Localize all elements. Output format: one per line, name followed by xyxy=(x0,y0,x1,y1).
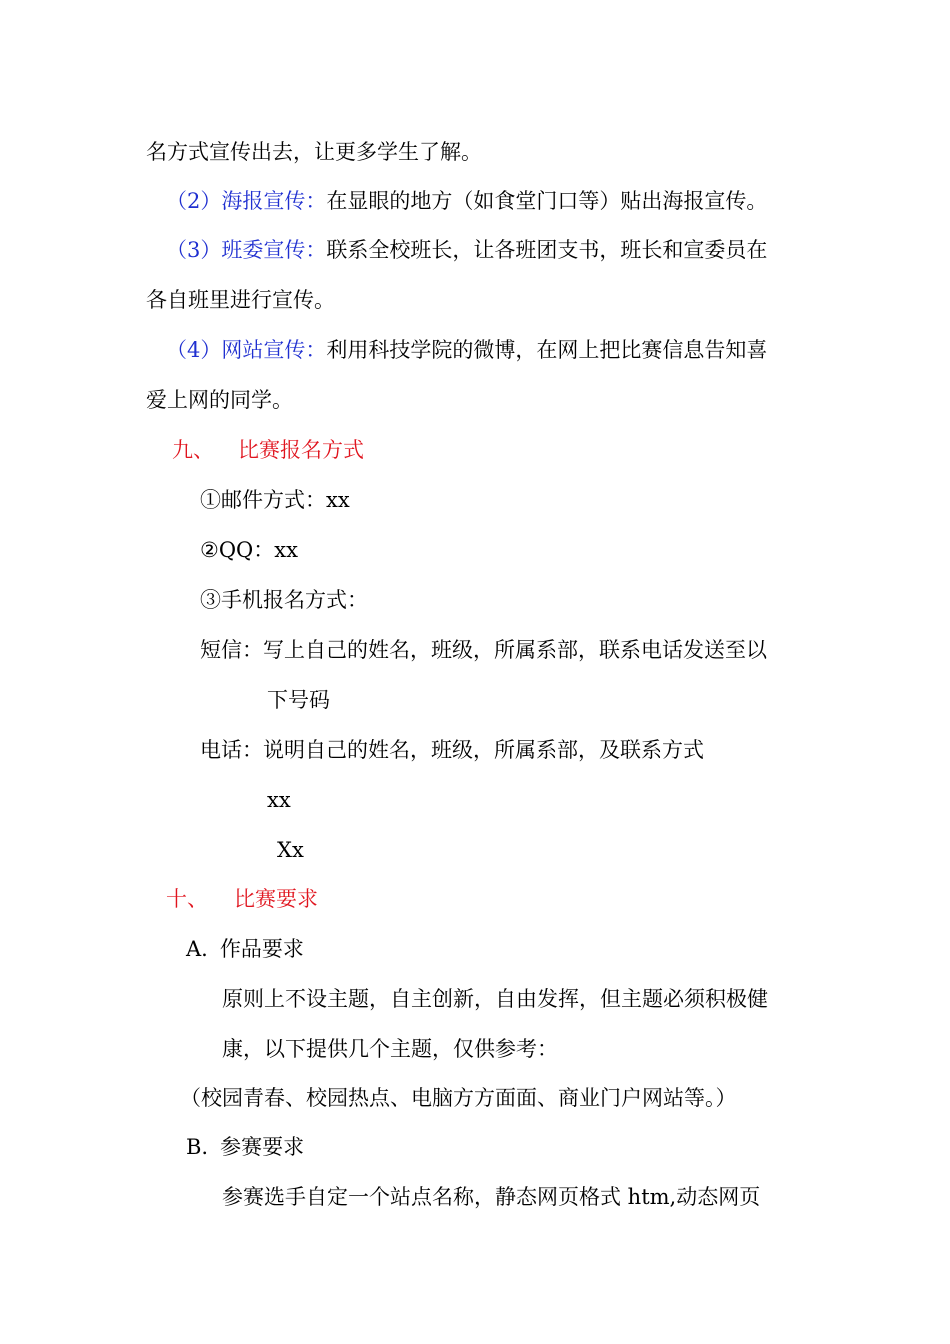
section-10-heading xyxy=(166,885,318,913)
requirement-title: 参赛要求 xyxy=(220,1135,305,1159)
promo-item-website xyxy=(166,336,767,364)
promo-item-poster xyxy=(166,187,767,215)
requirement-b-text: 参赛选手自定一个站点名称，静态网页格式 htm,动态网页 xyxy=(222,1185,761,1209)
promo-item-label: （4）网站宣传： xyxy=(166,338,327,362)
tel-text: 说明自己的姓名，班级，所属系部，及联系方式 xyxy=(263,738,704,762)
sms-label: 短信： xyxy=(200,638,263,662)
signup-sms xyxy=(200,636,767,664)
promo-item-text: 在显眼的地方（如食堂门口等）贴出海报宣传。 xyxy=(326,189,768,213)
tel-label: 电话： xyxy=(200,738,263,762)
contact-value: Xx xyxy=(277,838,304,862)
signup-phone: ③手机报名方式： xyxy=(200,588,368,612)
promo-item-label: （3）班委宣传： xyxy=(166,238,327,262)
contact-value: xx xyxy=(267,788,291,812)
promo-item-continuation: 各自班里进行宣传。 xyxy=(146,288,335,312)
sms-continuation: 下号码 xyxy=(267,688,330,712)
section-number: 九、 xyxy=(172,438,214,462)
promo-item-label: （2）海报宣传： xyxy=(166,189,327,213)
signup-qq: ②QQ：xx xyxy=(200,538,298,562)
signup-email: ①邮件方式：xx xyxy=(200,488,350,512)
paragraph-continuation: 名方式宣传出去，让更多学生了解。 xyxy=(146,140,482,164)
section-title: 比赛要求 xyxy=(234,887,318,911)
promo-item-continuation: 爱上网的同学。 xyxy=(146,388,293,412)
promo-item-text: 利用科技学院的微博，在网上把比赛信息告知喜 xyxy=(326,338,768,362)
signup-tel xyxy=(200,736,704,764)
section-number: 十、 xyxy=(166,887,208,911)
requirement-a-text: 原则上不设主题，自主创新，自由发挥，但主题必须积极健 xyxy=(222,987,768,1011)
section-title: 比赛报名方式 xyxy=(238,438,364,462)
requirement-a-continuation: 康，以下提供几个主题，仅供参考： xyxy=(222,1037,558,1061)
section-9-heading xyxy=(172,436,364,464)
requirement-b-heading xyxy=(186,1133,304,1161)
requirement-label: A. xyxy=(186,937,208,961)
promo-item-class-committee xyxy=(166,236,767,264)
requirement-label: B. xyxy=(186,1135,209,1159)
sms-text: 写上自己的姓名，班级，所属系部，联系电话发送至以 xyxy=(263,638,767,662)
requirement-title: 作品要求 xyxy=(219,937,304,961)
promo-item-text: 联系全校班长，让各班团支书，班长和宣委员在 xyxy=(326,238,768,262)
theme-examples: （校园青春、校园热点、电脑方方面面、商业门户网站等。） xyxy=(180,1086,737,1110)
requirement-a-heading xyxy=(186,935,304,963)
